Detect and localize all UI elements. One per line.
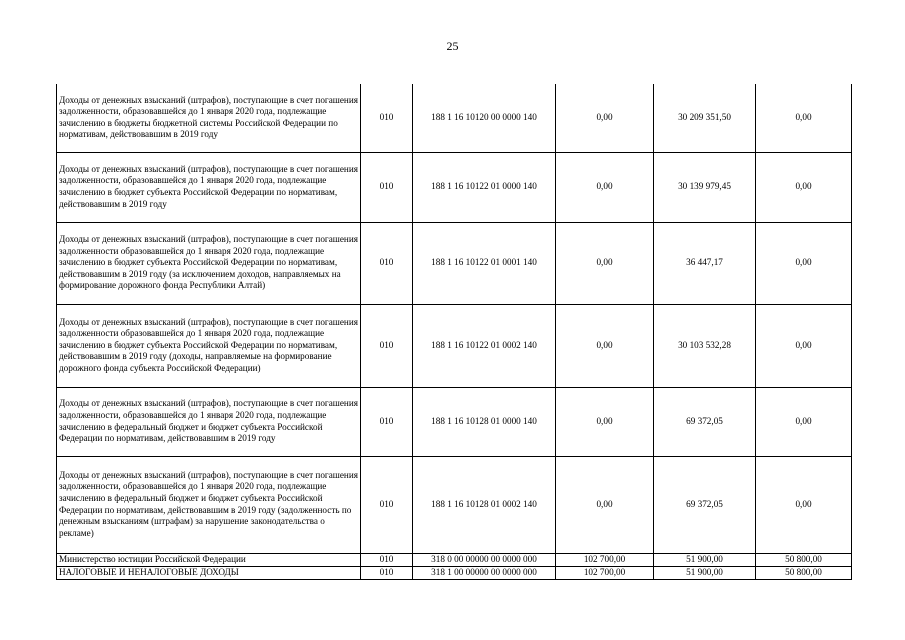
- row-value-3: 0,00: [756, 456, 852, 553]
- row-kbk: 318 0 00 00000 00 0000 000: [413, 553, 556, 566]
- row-value-3: 0,00: [756, 304, 852, 387]
- row-value-2: 51 900,00: [654, 553, 756, 566]
- table-row: [57, 566, 852, 579]
- row-kbk: 188 1 16 10122 01 0002 140: [413, 304, 556, 387]
- row-kbk: 188 1 16 10120 00 0000 140: [413, 84, 556, 152]
- row-value-1: 102 700,00: [556, 566, 654, 579]
- row-name: НАЛОГОВЫЕ И НЕНАЛОГОВЫЕ ДОХОДЫ: [57, 566, 361, 579]
- row-value-1: 0,00: [556, 456, 654, 553]
- table-row: [57, 222, 852, 304]
- row-name: Доходы от денежных взысканий (штрафов), поступающие в счет погашения задолженности, образовавшейся до 1 января 2020 года, подлежащие зачислению в бюджеты бюджетной системы Российской Федерации по нормативам, действовавшим в 2019 году: [57, 84, 361, 152]
- row-value-1: 0,00: [556, 152, 654, 222]
- table-row: [57, 456, 852, 553]
- row-value-1: 0,00: [556, 387, 654, 456]
- revenue-table: [56, 84, 852, 580]
- row-code: 010: [361, 304, 413, 387]
- page-number: 25: [446, 39, 459, 53]
- row-code: 010: [361, 566, 413, 579]
- row-code: 010: [361, 456, 413, 553]
- row-value-3: 50 800,00: [756, 566, 852, 579]
- row-code: 010: [361, 84, 413, 152]
- row-kbk: 188 1 16 10122 01 0000 140: [413, 152, 556, 222]
- table-row: [57, 553, 852, 566]
- row-value-2: 30 103 532,28: [654, 304, 756, 387]
- row-value-1: 102 700,00: [556, 553, 654, 566]
- row-value-3: 0,00: [756, 84, 852, 152]
- row-value-2: 30 139 979,45: [654, 152, 756, 222]
- row-value-2: 36 447,17: [654, 222, 756, 304]
- table-row: [57, 387, 852, 456]
- table-row: [57, 304, 852, 387]
- row-kbk: 188 1 16 10128 01 0002 140: [413, 456, 556, 553]
- row-name: Министерство юстиции Российской Федерации: [57, 553, 361, 566]
- row-code: 010: [361, 152, 413, 222]
- row-value-3: 0,00: [756, 222, 852, 304]
- row-code: 010: [361, 553, 413, 566]
- row-code: 010: [361, 222, 413, 304]
- row-kbk: 188 1 16 10122 01 0001 140: [413, 222, 556, 304]
- row-value-3: 0,00: [756, 152, 852, 222]
- row-value-2: 30 209 351,50: [654, 84, 756, 152]
- row-name: Доходы от денежных взысканий (штрафов), поступающие в счет погашения задолженности, образовавшейся до 1 января 2020 года, подлежащие зачислению в федеральный бюджет и бюджет субъекта Российской Федерации по нормативам, действовавшим в 2019 году (задолженность по денежным взысканиям (штрафам) за нарушение законодательства о рекламе): [57, 456, 361, 553]
- row-value-1: 0,00: [556, 222, 654, 304]
- row-value-3: 0,00: [756, 387, 852, 456]
- row-code: 010: [361, 387, 413, 456]
- row-kbk: 188 1 16 10128 01 0000 140: [413, 387, 556, 456]
- table-row: [57, 84, 852, 152]
- row-kbk: 318 1 00 00000 00 0000 000: [413, 566, 556, 579]
- row-value-2: 51 900,00: [654, 566, 756, 579]
- row-name: Доходы от денежных взысканий (штрафов), поступающие в счет погашения задолженности, образовавшейся до 1 января 2020 года, подлежащие зачислению в федеральный бюджет и бюджет субъекта Российской Федерации по нормативам, действовавшим в 2019 году: [57, 387, 361, 456]
- row-value-2: 69 372,05: [654, 456, 756, 553]
- row-value-3: 50 800,00: [756, 553, 852, 566]
- row-name: Доходы от денежных взысканий (штрафов), поступающие в счет погашения задолженности, образовавшейся до 1 января 2020 года, подлежащие зачислению в бюджет субъекта Российской Федерации по нормативам, действовавшим в 2019 году: [57, 152, 361, 222]
- table-row: [57, 152, 852, 222]
- row-name: Доходы от денежных взысканий (штрафов), поступающие в счет погашения задолженности образовавшейся до 1 января 2020 года, подлежащие зачислению в бюджет субъекта Российской Федерации по нормативам, действовавшим в 2019 году (за исключением доходов, направляемых на формирование дорожного фонда Республики Алтай): [57, 222, 361, 304]
- row-value-2: 69 372,05: [654, 387, 756, 456]
- row-value-1: 0,00: [556, 304, 654, 387]
- row-value-1: 0,00: [556, 84, 654, 152]
- row-name: Доходы от денежных взысканий (штрафов), поступающие в счет погашения задолженности образовавшейся до 1 января 2020 года, подлежащие зачислению в бюджет субъекта Российской Федерации по нормативам, действовавшим в 2019 году (доходы, направляемые на формирование дорожного фонда субъекта Российской Федерации): [57, 304, 361, 387]
